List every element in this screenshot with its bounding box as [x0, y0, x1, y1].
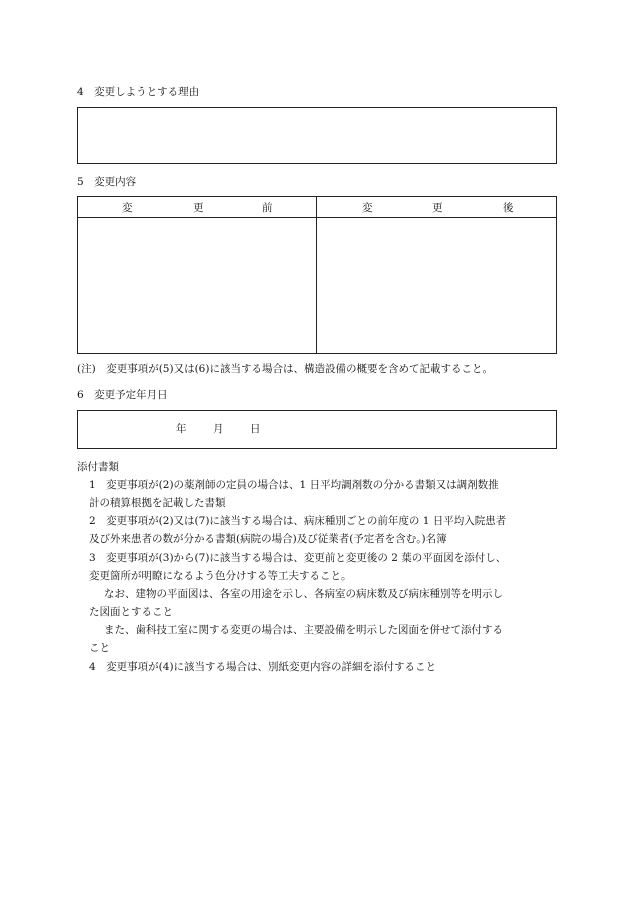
section-6-title: 6 変更予定年月日 — [77, 389, 168, 401]
attachment-line-5: 3 変更事項が(3)から(7)に該当する場合は、変更前と変更後の 2 葉の平面図を添付し、 — [89, 552, 507, 564]
attachment-line-1: 1 変更事項が(2)の薬剤師の定員の場合は、1 日平均調剤数の分かる書類又は調剤数推 — [89, 479, 499, 491]
before-content-cell[interactable] — [78, 218, 315, 353]
after-header-char-1: 変 — [362, 202, 373, 214]
attachment-line-4: 及び外来患者の数が分かる書類(病院の場合)及び従業者(予定者を含む。)名簿 — [89, 533, 447, 545]
date-year-label: 年 — [176, 423, 187, 435]
before-header-char-2: 更 — [193, 202, 204, 214]
after-header-char-3: 後 — [503, 202, 514, 214]
attachment-line-9: また、歯科技工室に関する変更の場合は、主要設備を明示した図面を併せて添付する — [104, 624, 503, 636]
date-month-label: 月 — [213, 423, 224, 435]
date-day-label: 日 — [250, 423, 261, 435]
attachment-line-3: 2 変更事項が(2)又は(7)に該当する場合は、病床種別ごとの前年度の 1 日平均入院患者 — [89, 515, 507, 527]
after-header-char-2: 更 — [432, 202, 443, 214]
attachment-line-2: 計の積算根拠を記載した書類 — [89, 497, 226, 509]
after-content-cell[interactable] — [317, 218, 556, 353]
attachment-line-10: こと — [89, 642, 110, 654]
attachments-title: 添付書類 — [77, 461, 119, 473]
section-5-note: (注) 変更事項が(5)又は(6)に該当する場合は、構造設備の概要を含めて記載すること。 — [77, 363, 493, 375]
planned-date-box[interactable] — [77, 410, 557, 449]
reason-textbox[interactable] — [77, 107, 557, 164]
before-header-char-3: 前 — [262, 202, 273, 214]
section-5-title: 5 変更内容 — [77, 176, 137, 188]
attachment-line-8: た図面とすること — [89, 606, 173, 618]
attachment-line-11: 4 変更事項が(4)に該当する場合は、別紙変更内容の詳細を添付すること — [89, 661, 437, 673]
attachment-line-6: 変更箇所が明瞭になるよう色分けする等工夫すること。 — [89, 570, 352, 582]
attachment-line-7: なお、建物の平面図は、各室の用途を示し、各病室の病床数及び病床種別等を明示し — [104, 588, 503, 600]
before-header-char-1: 変 — [122, 202, 133, 214]
section-4-title: 4 変更しようとする理由 — [77, 86, 200, 98]
